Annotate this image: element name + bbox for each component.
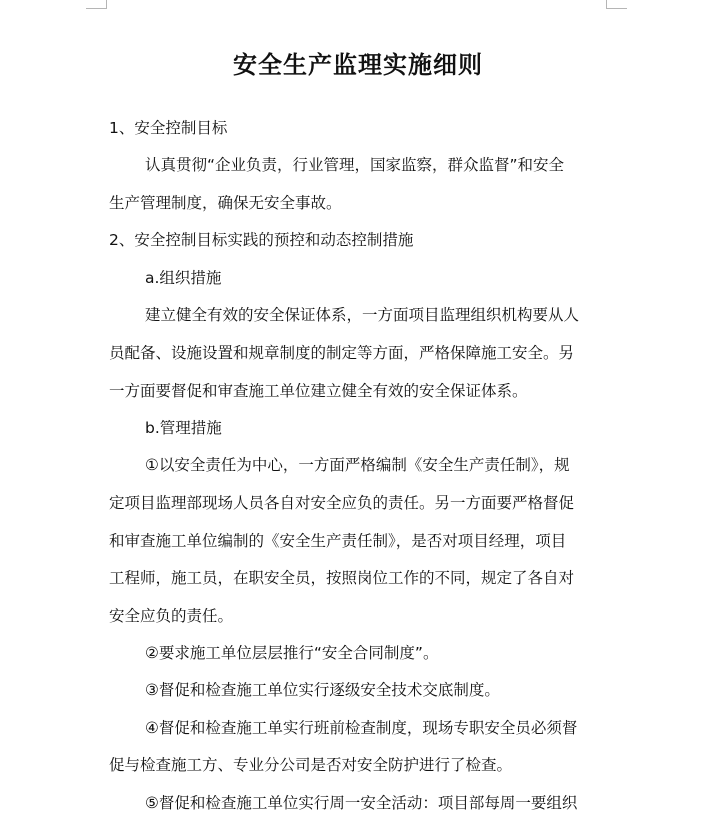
sub-a-paragraph-line: 建立健全有效的安全保证体系，一方面项目监理组织机构要从人	[145, 306, 580, 324]
item-1-line: 定项目监理部现场人员各自对安全应负的责任。另一方面要严格督促	[109, 494, 575, 512]
item-1-paragraph	[109, 447, 609, 485]
section-1-heading: 1、安全控制目标	[109, 119, 228, 137]
crop-mark-top-right	[606, 0, 627, 9]
sub-a-paragraph	[109, 297, 609, 335]
sub-a-paragraph-line: 员配备、设施设置和规章制度的制定等方面，严格保障施工安全。另	[109, 344, 575, 362]
item-1-paragraph-cont	[109, 485, 609, 635]
section-1-paragraph-line: 生产管理制度，确保无安全事故。	[109, 194, 342, 212]
section-1-paragraph-line: 认真贯彻“企业负责，行业管理，国家监察，群众监督”和安全	[145, 156, 565, 174]
sub-a-paragraph-line: 一方面要督促和审查施工单位建立健全有效的安全保证体系。	[109, 381, 528, 400]
item-4-paragraph-cont	[109, 747, 609, 785]
item-4-paragraph	[109, 710, 609, 748]
item-4-line: 促与检查施工方、专业分公司是否对安全防护进行了检查。	[109, 756, 513, 774]
item-1-line: 和审查施工单位编制的《安全生产责任制》，是否对项目经理，项目	[109, 531, 567, 550]
item-5-line: ⑤督促和检查施工单位实行周一安全活动：项目部每周一要组织	[145, 794, 578, 812]
item-1-line: 工程师，施工员，在职安全员，按照岗位工作的不同，规定了各自对	[109, 569, 575, 588]
sub-b-heading: b.管理措施	[145, 419, 222, 437]
item-5-paragraph	[109, 785, 609, 823]
section-1-paragraph-cont	[109, 185, 609, 223]
item-4-line: ④督促和检查施工单实行班前检查制度，现场专职安全员必须督	[145, 719, 578, 737]
sub-a-paragraph-cont	[109, 335, 609, 410]
crop-mark-top-left	[86, 0, 107, 9]
item-3: ③督促和检查施工单位实行逐级安全技术交底制度。	[145, 681, 500, 699]
item-1-line: ①以安全责任为中心，一方面严格编制《安全生产责任制》，规	[145, 456, 570, 474]
document-title: 安全生产监理实施细则	[233, 51, 483, 79]
item-2: ②要求施工单位层层推行“安全合同制度”。	[145, 644, 439, 662]
sub-a-heading: a.组织措施	[145, 269, 222, 287]
section-1-paragraph	[109, 147, 609, 185]
section-2-heading: 2、安全控制目标实践的预控和动态控制措施	[109, 231, 414, 249]
item-1-line: 安全应负的责任。	[109, 606, 234, 625]
